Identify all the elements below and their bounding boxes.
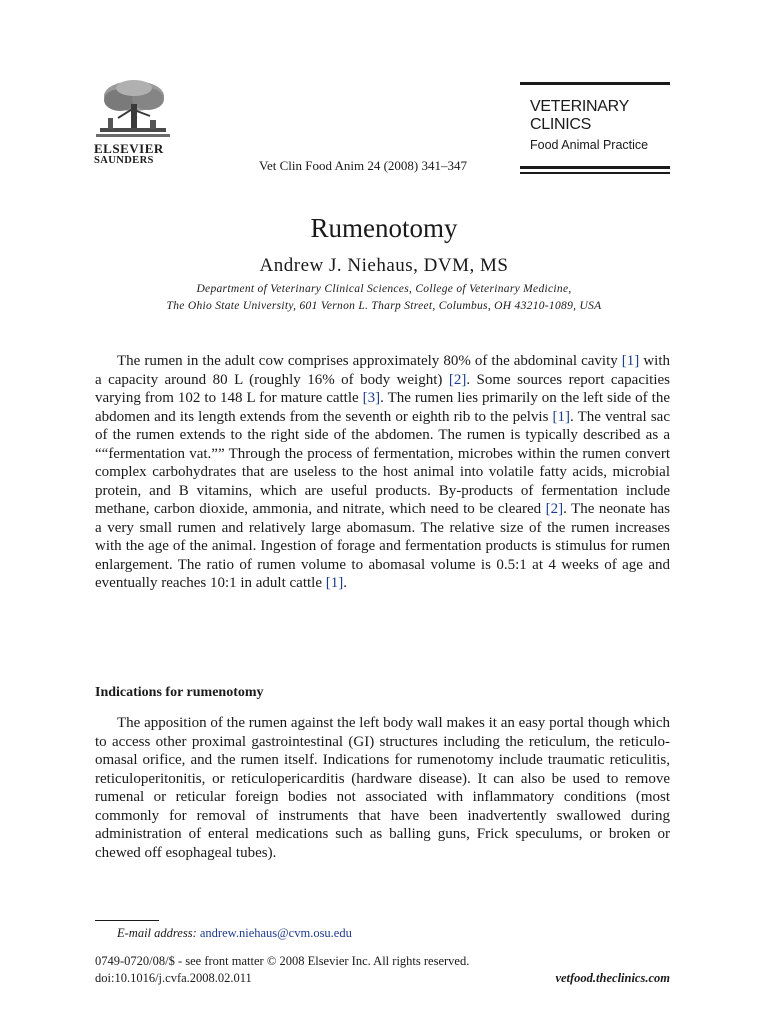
affiliation-line-2: The Ohio State University, 601 Vernon L. Tharp Street, Columbus, OH 43210-1089, USA [166, 300, 602, 312]
brand-line-2: CLINICS [530, 116, 592, 133]
footnote-rule [95, 920, 159, 921]
brand-bottom-rule-thin [520, 172, 670, 174]
journal-site-link[interactable]: vetfood.theclinics.com [555, 971, 670, 985]
section-heading: Indications for rumenotomy [95, 685, 264, 700]
brand-line-1: VETERINARY [530, 98, 629, 115]
doi-text: doi:10.1016/j.cvfa.2008.02.011 [95, 971, 252, 985]
publisher-logo [94, 78, 174, 166]
footnote-email [117, 926, 352, 941]
citation-link[interactable]: [2] [448, 371, 467, 388]
elsevier-tree-icon [94, 78, 172, 140]
article-author: Andrew J. Niehaus, DVM, MS [259, 255, 509, 276]
email-label: E-mail address: [117, 926, 197, 940]
text-run: . The rumen lies primarily on the left side of the abdomen and its length extends from the seventh or eighth rib to the pelvis [95, 390, 670, 425]
brand-bottom-rule [520, 166, 670, 169]
text-run: . The ventral sac of the rumen extends to the right side of the abdomen. The rumen is typically described as a ““fermentation vat.”” Through the process of fermentation, microbes within the rumen convert complex carbohydrates that are useless to the host animal into volatile fatty acids, microbial protein, and B vitamins, which are useful products. By-products of fermentation include methane, carbon dioxide, ammonia, and nitrate, which need to be cleared [95, 408, 670, 517]
brand-subtitle: Food Animal Practice [530, 138, 649, 152]
text-run: . The neonate has a very small rumen and relatively large abomasum. The relative size of the rumen increases with the age of the animal. Ingestion of forage and fermentation products is stimulus for rumen enlargement. The ratio of rumen volume to abomasal volume is 0.5:1 at 4 weeks of age and eventually reaches 10:1 in adult cattle [95, 501, 670, 591]
publisher-name: ELSEVIER [94, 141, 164, 156]
email-link[interactable]: andrew.niehaus@cvm.osu.edu [199, 926, 352, 940]
citation-link[interactable]: [3] [362, 390, 381, 406]
author-affiliation [0, 281, 768, 315]
citation-link[interactable]: [2] [545, 501, 564, 517]
journal-brand [520, 82, 670, 174]
text-run: . [343, 575, 347, 591]
citation-link[interactable]: [1] [552, 408, 571, 425]
imprint-name: SAUNDERS [94, 155, 154, 166]
intro-paragraph [95, 352, 670, 593]
text-run: with a capacity around 80 L (roughly 16% of body weight) [95, 353, 670, 388]
text-run: The rumen in the adult cow comprises approximately 80% of the abdominal cavity [117, 353, 622, 369]
copyright-line: 0749-0720/08/$ - see front matter © 2008 Elsevier Inc. All rights reserved. [95, 954, 470, 968]
indications-paragraph: The apposition of the rumen against the left body wall makes it an easy portal though which to access other proximal gastrointestinal (GI) structures including the reticulum, the reticulo-omasal orifice, and the rumen itself. Indications for rumenotomy include traumatic reticulitis, reticuloperitonitis, or reticulopericarditis (hardware disease). It can also be used to remove rumenal or reticular foreign bodies not associated with inflammatory conditions (most commonly for removal of instruments that have been inadvertently swallowed during administration of enteral medications such as balling guns, Frick speculums, or broken or chewed off esophageal tubes). [95, 715, 670, 861]
citation-link[interactable]: [1] [325, 575, 344, 591]
citation-link[interactable]: [1] [621, 353, 640, 369]
journal-reference: Vet Clin Food Anim 24 (2008) 341–347 [259, 158, 468, 173]
doi-line [95, 970, 670, 987]
affiliation-line-1: Department of Veterinary Clinical Sciences, College of Veterinary Medicine, [196, 283, 572, 295]
article-title: Rumenotomy [310, 213, 458, 243]
text-run: . Some sources report capacities varying from 102 to 148 L for mature cattle [95, 371, 670, 406]
brand-top-rule [520, 82, 670, 85]
